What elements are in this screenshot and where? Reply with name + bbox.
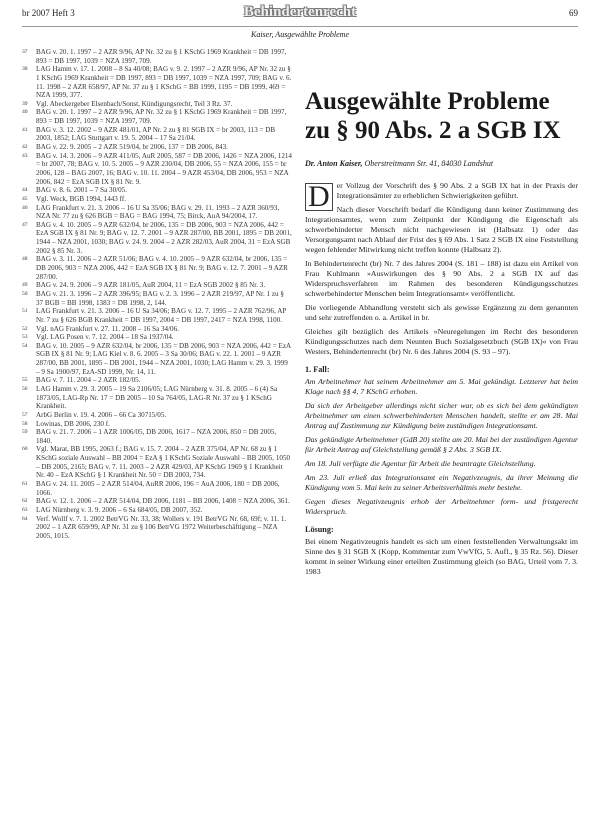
- footnote-number: 38: [22, 66, 28, 73]
- footnote: [22, 445, 292, 480]
- footnote-number: 42: [22, 144, 28, 151]
- case-paragraph: Am Arbeitnehmer hat seinem Arbeitnehmer am 5. Mai gekündigt. Letzterer hat beim Klage nach §§ 4, 7 KSchG erhoben.: [305, 377, 578, 396]
- footnote: [22, 221, 292, 256]
- case-paragraph: Das gekündigte Arbeitnehmer (GdB 20) stellte am 20. Mai bei der zuständigen Agentur für Arbeit Antrag auf Gleichstellung gemäß § 2 Abs. 3 SGB IX.: [305, 434, 578, 454]
- footnote: [22, 497, 292, 506]
- footnote-text: BAG v. 7. 11. 2004 – 2 AZR 182/05.: [36, 376, 141, 385]
- footnote: [22, 376, 292, 385]
- footnote-text: Vgl. Marat, BB 1995, 2063 f.; BAG v. 15. 7. 2004 – 2 AZR 375/04, AP Nr. 68 zu § 1 KSchG soziale Auswahl – BB 2004 = EzA § 1 KSchG Soziale Auswahl – BB 2005, 1050 – DB 2005, 2165; BAG v. 7. 11. 2003 – 2 AZR 429/03, AP KSchG 1969 § 1 Krankheit Nr. 40 – EzA KSchG § 1 Krankheit Nr. 50 = DB 2003, 734.: [36, 445, 291, 480]
- case-paragraph: Am 18. Juli verfügte die Agentur für Arbeit die beantragte Gleichstellung.: [305, 458, 536, 468]
- footnote-text: Vgl. Abeckergeber Elsenbach/Sonst, Kündigungsrecht, Teil 3 Rz. 37.: [36, 99, 233, 108]
- footnote-text: LAG Hamm v. 29. 3. 2005 – 19 Sa 2106/05; LAG Nürnberg v. 31. 8. 2005 – 6 (4) Sa 1873/05, LAG-Rp Nr. 17 = DB 2005 – 10 Sa 764/05, LAG-R Nr. 37 zu § 1 KSchG Krankheit.: [36, 384, 278, 411]
- footnote: [22, 325, 292, 334]
- paragraph: Nach dieser Vorschrift bedarf die Kündigung dann keiner Zustimmung des Integrationsamtes, wenn zum Zeitpunkt der Kündigung die Eigenschaft als schwerbehinderter Mensch nicht nachgewiesen ist (Halbsatz 1) oder das Versorgungsamt nach Ablauf der Frist des § 69 Abs. 1 Satz 2 SGB IX eine Feststellung wegen fehlender Mitwirkung nicht treffen konnte (Halbsatz 2).: [305, 204, 578, 254]
- journal-title: Behindertenrecht: [243, 4, 357, 20]
- footnote-number: 53: [22, 334, 28, 341]
- footnote-text: Vgl. nAG Frankfurt v. 27. 11. 2008 – 16 Sa 34/06.: [36, 324, 179, 333]
- footnote: [22, 152, 292, 187]
- footnote: [22, 143, 292, 152]
- footnote-text: BAG v. 21. 3. 1996 – 2 AZR 396/95; BAG v. 2. 3. 1996 – 2 AZR 219/97, AP Nr. 1 zu § 37 BGB = BB 1998, 1383 = DB 1998, 2, 144.: [36, 289, 284, 307]
- footnotes-column: [22, 48, 292, 541]
- footnote-number: 60: [22, 446, 28, 453]
- footnote-text: BAG v. 20. 1. 1997 – 2 AZR 9/96, AP Nr. 32 zu § 1 KSchG 1969 Krankheit = DB 1997, 893 = DB 1997, 1039 = NZA 1997, 709.: [36, 48, 287, 65]
- footnote-number: 62: [22, 498, 28, 505]
- footnote-number: 54: [22, 342, 28, 349]
- footnote-text: BAG v. 14. 3. 2006 – 9 AZR 411/05, AuR 2005, 587 = DB 2006, 1426 = NZA 2006, 1214 = br 2007, 78; BAG v. 10. 5. 2005 – 9 AZR 230/04, DB 2006, 55 = NZA 2006, 155 = br 2006, 128 – BAG 2007, 16; BAG v. 10. 11. 2004 – 9 AZR 453/04, DB 2006, 953 = NZA 2006, 842 = EzA SGB IX § 81 Nr. 9.: [36, 151, 292, 186]
- footnote: [22, 428, 292, 445]
- paragraph: D er Vollzug der Vorschrift des § 90 Abs. 2 a SGB IX hat in der Praxis der Integrationsämter zu erheblichen Schwierigkeiten geführt.: [305, 181, 578, 201]
- footnote-number: 45: [22, 195, 28, 202]
- footnote-number: 56: [22, 385, 28, 392]
- journal-issue: br 2007 Heft 3: [22, 8, 75, 18]
- footnote: [22, 281, 292, 290]
- footnote-text: Vgl. Weck, BGB 1994, 1443 ff.: [36, 194, 127, 203]
- footnote-text: LAG Nürnberg v. 3. 9. 2006 – 6 Sa 684/05, DB 2007, 352.: [36, 505, 203, 514]
- footnote-number: 47: [22, 221, 28, 228]
- footnote: [22, 48, 292, 65]
- footnote-text: BAG v. 3. 11. 2006 – 2 AZR 51/06; BAG v. 4. 10. 2005 – 9 AZR 632/04, br 2006, 135 = DB 2006, 903 = NZA 2006, 442 = EzA SGB IX § 81 Nr. 9; BAG v. 12. 7. 2001 – 9 AZR 287/00.: [36, 255, 288, 281]
- footnote-number: 37: [22, 49, 28, 55]
- footnote-number: 64: [22, 515, 28, 522]
- footnote: [22, 204, 292, 221]
- footnote-text: Vgl. LAG Posen v. 7. 12. 2004 – 18 Sa 1937/04.: [36, 333, 174, 342]
- footnote-text: BAG v. 22. 9. 2005 – 2 AZR 519/04, br 2006, 137 = DB 2006, 843.: [36, 143, 228, 152]
- footnote-number: 50: [22, 290, 28, 297]
- footnote: [22, 307, 292, 324]
- footnote-number: 40: [22, 109, 28, 116]
- footnote-text: BAG v. 21. 7. 2006 – 1 AZR 1006/05, DB 2006, 1617 – NZA 2006, 850 = DB 2005, 1840.: [36, 428, 277, 445]
- author-name: Dr. Anton Kaiser,: [305, 159, 363, 168]
- footnote-number: 46: [22, 204, 28, 211]
- footnote-number: 58: [22, 420, 28, 427]
- paragraph: Gleiches gilt bezüglich des Artikels »Neuregelungen im Recht des besonderen Kündigungsschutzes nach dem Neunten Buch Sozialgesetzbuch (SGB IX)« von Frau Westers, Behindertenrecht (br) Nr. 6 des Jahres 2004 (S. 93 – 97).: [305, 326, 578, 356]
- paragraph: In Behindertenrecht (br) Nr. 7 des Jahres 2004 (S. 181 – 188) ist dazu ein Artikel von Frau Kuhlmann »Auswirkungen des § 90 Abs. 2 a SGB IX auf das Widerspruchsverfahren im Rahmen des besonderen Kündigungsschutzes schwerbehinderter Menschen beim Integrationsamt« veröffentlicht.: [305, 258, 578, 298]
- footnote-text: BAG v. 8. 6. 2001 – 7 Sa 30/05.: [36, 186, 127, 195]
- footnote: [22, 411, 292, 420]
- footnote-number: 52: [22, 325, 28, 332]
- section-heading: 1. Fall:: [305, 364, 330, 374]
- author-address: Oberstreitmann Str. 41, 84030 Landshut: [364, 159, 494, 168]
- case-paragraph: Am 23. Juli erließ das Integrationsamt ein Negativzeugnis, da ihrer Meinung die Kündigung vom 5. Mai kein zu seiner Arbeitsverhältnis mehr bestehe.: [305, 472, 578, 492]
- footnote-number: 51: [22, 308, 28, 315]
- article-column: [305, 88, 578, 581]
- footnote: [22, 108, 292, 125]
- footnote-number: 61: [22, 481, 28, 488]
- page-header: [22, 4, 578, 26]
- footnote-text: LAG Frankfurt v. 21. 3. 2006 – 16 U Sa 34/06; BAG v. 12. 7. 1995 – 2 AZR 762/96, AP Nr. 7 zu § 626 BGB Krankheit = DB 1997, 2004 = DB 1997, 2417 = NZA 1998, 1100.: [36, 307, 287, 324]
- paragraph: Bei einem Negativzeugnis handelt es sich um einen feststellenden Verwaltungsakt im Sinne des § 31 SGB X (Kopp, Kommentar zum VwVfG, 5. Aufl., § 35 Rz. 56). Dieser kommt in seiner Wirkung einer erteilten Zustimmung gleich (so BAG, Urteil vom 7. 3. 1983: [305, 537, 578, 577]
- footnote-number: 48: [22, 256, 28, 263]
- footnote-number: 44: [22, 187, 28, 194]
- footnote: [22, 515, 292, 541]
- footnote-text: LAG Hamm v. 17. 1. 2008 – 8 Sa 40/08; BAG v. 9. 2. 1997 – 2 AZR 9/96, AP Nr. 32 zu § 1 KSchG 1969 Krankheit = DB 1997, 893 = DB 1997, 1039 = NZA 1997, 709; BAG v. 6. 11. 1998 – 2 AZR 658/97, AP Nr. 37 zu § 1 KSchG = BB 1999, 1195 = DB 1999, 469 = NZA 1999, 377.: [36, 65, 292, 100]
- footnote: [22, 506, 292, 515]
- header-rule: [22, 26, 578, 27]
- case-paragraph: Gegen dieses Negativzeugnis erhob der Arbeitnehmer form- und fristgerecht Widerspruch.: [305, 496, 578, 516]
- footnote-text: LAG Frankfurt v. 21. 3. 2006 – 16 U Sa 35/06; BAG v. 29. 11. 1993 – 2 AZR 360/93, NZA Nr. 77 zu § 626 BGB = BAG = BAG 1994, 75; Birck, AuA 94/2004, 17.: [36, 203, 280, 221]
- footnote-text: Verf. Wollf v. 7. 1. 2002 BetrVG Nr. 33, 38; Wollers v. 191 BetrVG Nr. 68, 69f; v. 11. 1. 2002 – 1 AZR 659/99, AP Nr. 31 zu § 106 BetrVG 1972 Weiterbeschäftigung – NZA 2005, 1015.: [36, 514, 287, 540]
- footnote: [22, 255, 292, 281]
- footnote-text: BAG v. 12. 1. 2006 – 2 AZR 514/04, DB 2006, 1181 – BB 2006, 1408 = NZA 2006, 361.: [36, 497, 290, 506]
- footnote-number: 49: [22, 282, 28, 289]
- footnote-number: 55: [22, 377, 28, 384]
- footnote-text: Lowinas, DB 2006, 230 f.: [36, 419, 110, 428]
- footnote-text: ArbG Berlin v. 19. 4. 2006 – 66 Ca 30715/05.: [36, 410, 167, 419]
- footnote: [22, 195, 292, 204]
- author-line: [305, 159, 578, 169]
- footnote: [22, 480, 292, 497]
- footnote-number: 43: [22, 152, 28, 159]
- footnote: [22, 420, 292, 429]
- footnote-text: BAG v. 24. 9. 2006 – 9 AZR 181/05, AuR 2004, 11 = EzA SGB 2002 § 85 Nr. 3.: [36, 281, 266, 290]
- footnote: [22, 100, 292, 109]
- footnote-number: 39: [22, 100, 28, 107]
- footnote-number: 63: [22, 506, 28, 513]
- footnote-text: BAG v. 4. 10. 2005 – 9 AZR 632/04, br 2006, 135 = DB 2006, 903 = NZA 2006, 442 = EzA SGB IX § 81 Nr. 9; BAG v. 12. 7. 2001 – 9 AZR 287/00, BB 2001, 1895 = DB 2001, 1944 – NZA 2001, 1030; BAG v. 24. 9. 2004 – 2 AZR 282/03, AuR 2004, 31 = EzA SGB 2002 § 85 Nr. 3.: [36, 220, 292, 255]
- paragraph: Die vorliegende Abhandlung versteht sich als gewisse Ergänzung zu dem genannten und sehr zutreffenden o. a. Artikel in br.: [305, 302, 578, 322]
- footnote: [22, 290, 292, 307]
- footnote-text: BAG v. 20. 1. 1997 – 2 AZR 9/96, AP Nr. 32 zu § 1 KSchG 1969 Krankheit = DB 1997, 893 = DB 1997, 1039 = NZA 1997, 709.: [36, 108, 287, 126]
- footnote: [22, 186, 292, 195]
- footnote-number: 57: [22, 411, 28, 418]
- running-subtitle: Kaiser, Ausgewählte Probleme: [251, 30, 349, 39]
- footnote-number: 59: [22, 429, 28, 436]
- footnote: [22, 342, 292, 377]
- section-heading: Lösung:: [305, 524, 334, 534]
- footnote: [22, 333, 292, 342]
- drop-cap: D: [305, 183, 333, 211]
- footnote-text: BAG v. 3. 12. 2002 – 9 AZR 481/01, AP Nr. 2 zu § 81 SGB IX = br 2003, 113 = DB 2003, 1852; LAG Stuttgart v. 19. 5. 2004 – 17 Sa 21/04.: [36, 125, 276, 143]
- case-paragraph: Da sich der Arbeitgeber allerdings nicht sicher war, ob es sich bei dem gekündigten Arbeitnehmer um einen schwerbehinderten Menschen handelt, stellte er am 28. Mai Antrag auf Zustimmung zur Kündigung beim zuständigen Integrationsamt.: [305, 400, 578, 430]
- page-number: 69: [569, 8, 578, 18]
- footnote: [22, 65, 292, 100]
- footnote: [22, 385, 292, 411]
- article-title: Ausgewählte Probleme zu § 90 Abs. 2 a SGB IX: [305, 88, 561, 144]
- footnote-text: BAG v. 24. 11. 2005 – 2 AZR 514/04, AuRR 2006, 196 = AuA 2006, 180 = DB 2006, 1066.: [36, 480, 280, 497]
- footnote-number: 41: [22, 126, 28, 133]
- footnote-text: BAG v. 10. 2005 – 9 AZR 632/04, br 2006, 135 = DB 2006, 903 = NZA 2006, 442 = EzA SGB IX § 81 Nr. 9; LAG Kiel v. 8. 6. 2005 – 3 Sa 30/06; BAG v. 22. 1. 2001 – 9 AZR 287/00, BB 2001, 1895 – DB 2001, 1944 – NZA 2001, 1030; LAG Hamm v. 29. 3. 1999 – 9 Sa 1900/97, EzA-SD 1999, Nr. 14, 11.: [36, 341, 291, 376]
- footnote: [22, 126, 292, 143]
- article-body: [305, 181, 578, 577]
